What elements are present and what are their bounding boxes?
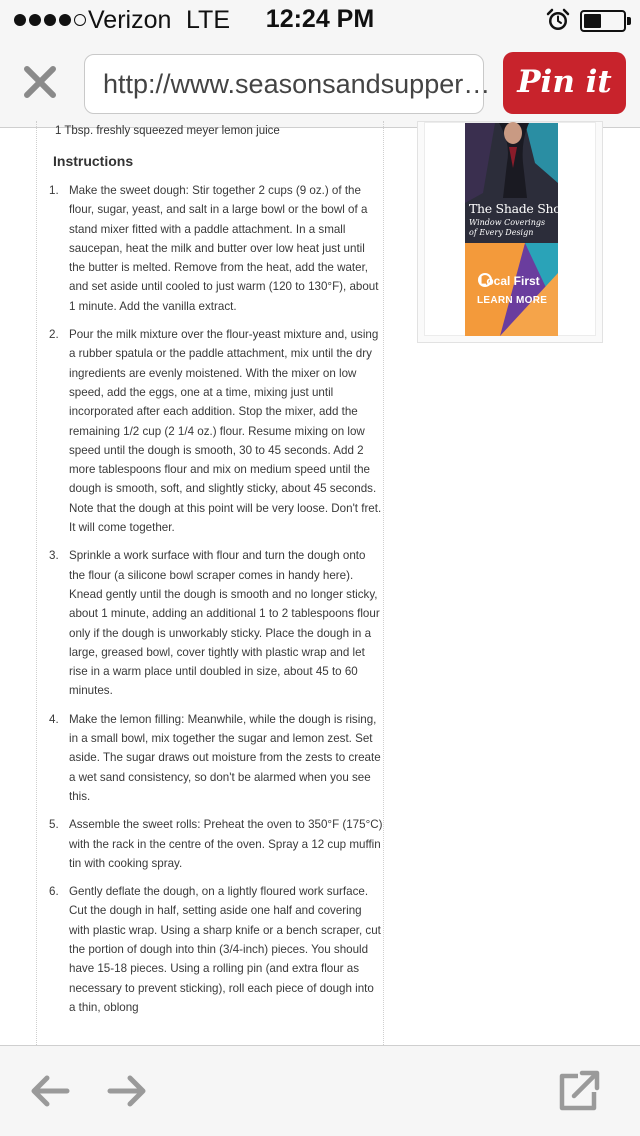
battery-icon [580,10,626,32]
instruction-step: 1. Make the sweet dough: Stir together 2 cups (9 oz.) of the flour, sugar, yeast, and salt in a large bowl or the bowl of a stand mixer fitted with a paddle attachment. In a small saucepan, heat the milk and butter over low heat just until the butter is melted. Remove from the heat, add the water, and set aside until cooled to just warm (120 to 130°F), about 1 minute. Add the vanilla extract. [49,184,379,313]
instruction-step: 4. Make the lemon filling: Meanwhile, while the dough is rising, in a small bowl, mix together the sugar and lemon zest. Set aside. The sugar draws out moisture from the zests to create a wet sand consistency, so don't be alarmed when you see this. [49,712,381,803]
recipe-article [36,121,384,1061]
ad-learn-more[interactable]: LEARN MORE [477,295,548,306]
ad-subtitle: Window Coverings of Every Design [469,218,546,237]
ad-sidebar [417,121,603,343]
status-bar [0,0,640,40]
network-type: LTE [186,6,230,34]
instruction-step: 6. Gently deflate the dough, on a lightly floured work surface. Cut the dough in half, setting aside one half and covering with plastic wrap. Using a sharp knife or a bench scraper, cut the portion of dough into thin (3/4-inch) pieces. You should have 15-18 pieces. Using a rolling pin (and extra flour as necessary to prevent sticking), roll each piece of dough into a thin, oblong [49,885,381,1014]
instruction-step: 5. Assemble the sweet rolls: Preheat the oven to 350°F (175°C) with the rack in the centre of the oven. Spray a 12 cup muffin tin with cooking spray. [49,818,383,870]
ad-brand: Local First [479,274,540,288]
arrow-right-icon[interactable] [104,1068,150,1114]
ingredient-line: 1 Tbsp. freshly squeezed meyer lemon juice [55,125,280,137]
clock: 12:24 PM [265,5,375,33]
browser-nav-bar [0,40,640,128]
ad-title: The Shade Shop [469,201,569,216]
carrier-name: Verizon [88,6,172,34]
ad-frame [424,122,596,336]
url-field[interactable]: http://www.seasonsandsupper… [84,54,484,114]
instruction-list [49,181,383,1017]
open-external-icon[interactable] [556,1068,602,1114]
instruction-step: 3. Sprinkle a work surface with flour and turn the dough onto the flour (a silicone bowl scraper comes in handy here). Knead gently until the dough is smooth and no longer sticky, about 1 minute, adding an additional 1 to 2 tablespoons flour only if the dough is unworkably sticky. Place the dough in a large, greased bowl, cover tightly with plastic wrap and let rise in a warm place until doubled in size, about 45 to 60 minutes. [49,549,380,698]
battery-level [584,14,601,28]
web-content[interactable] [0,125,640,1045]
shade-shop-ad[interactable] [465,123,569,336]
instruction-step: 2. Pour the milk mixture over the flour-yeast mixture and, using a rubber spatula or the paddle attachment, mix until the dry ingredients are evenly moistened. With the mixer on low speed, add the eggs, one at a time, mixing just until incorporated after each addition. Stop the mixer, add the remaining 1/2 cup (2 1/4 oz.) flour. Resume mixing on low speed until the dough is smooth, 30 to 45 seconds. Add 2 more tablespoons flour and mix on medium speed until the dough is smooth, soft, and slightly sticky, about 45 seconds. Note that the dough at this point will be very loose. Don't fret. It will come together. [49,328,382,535]
arrow-left-icon[interactable] [27,1068,73,1114]
pin-it-button[interactable]: Pin it [503,52,626,114]
close-icon[interactable] [22,64,58,100]
section-heading: Instructions [53,153,134,169]
alarm-clock-icon [546,8,570,32]
browser-toolbar [0,1045,640,1136]
